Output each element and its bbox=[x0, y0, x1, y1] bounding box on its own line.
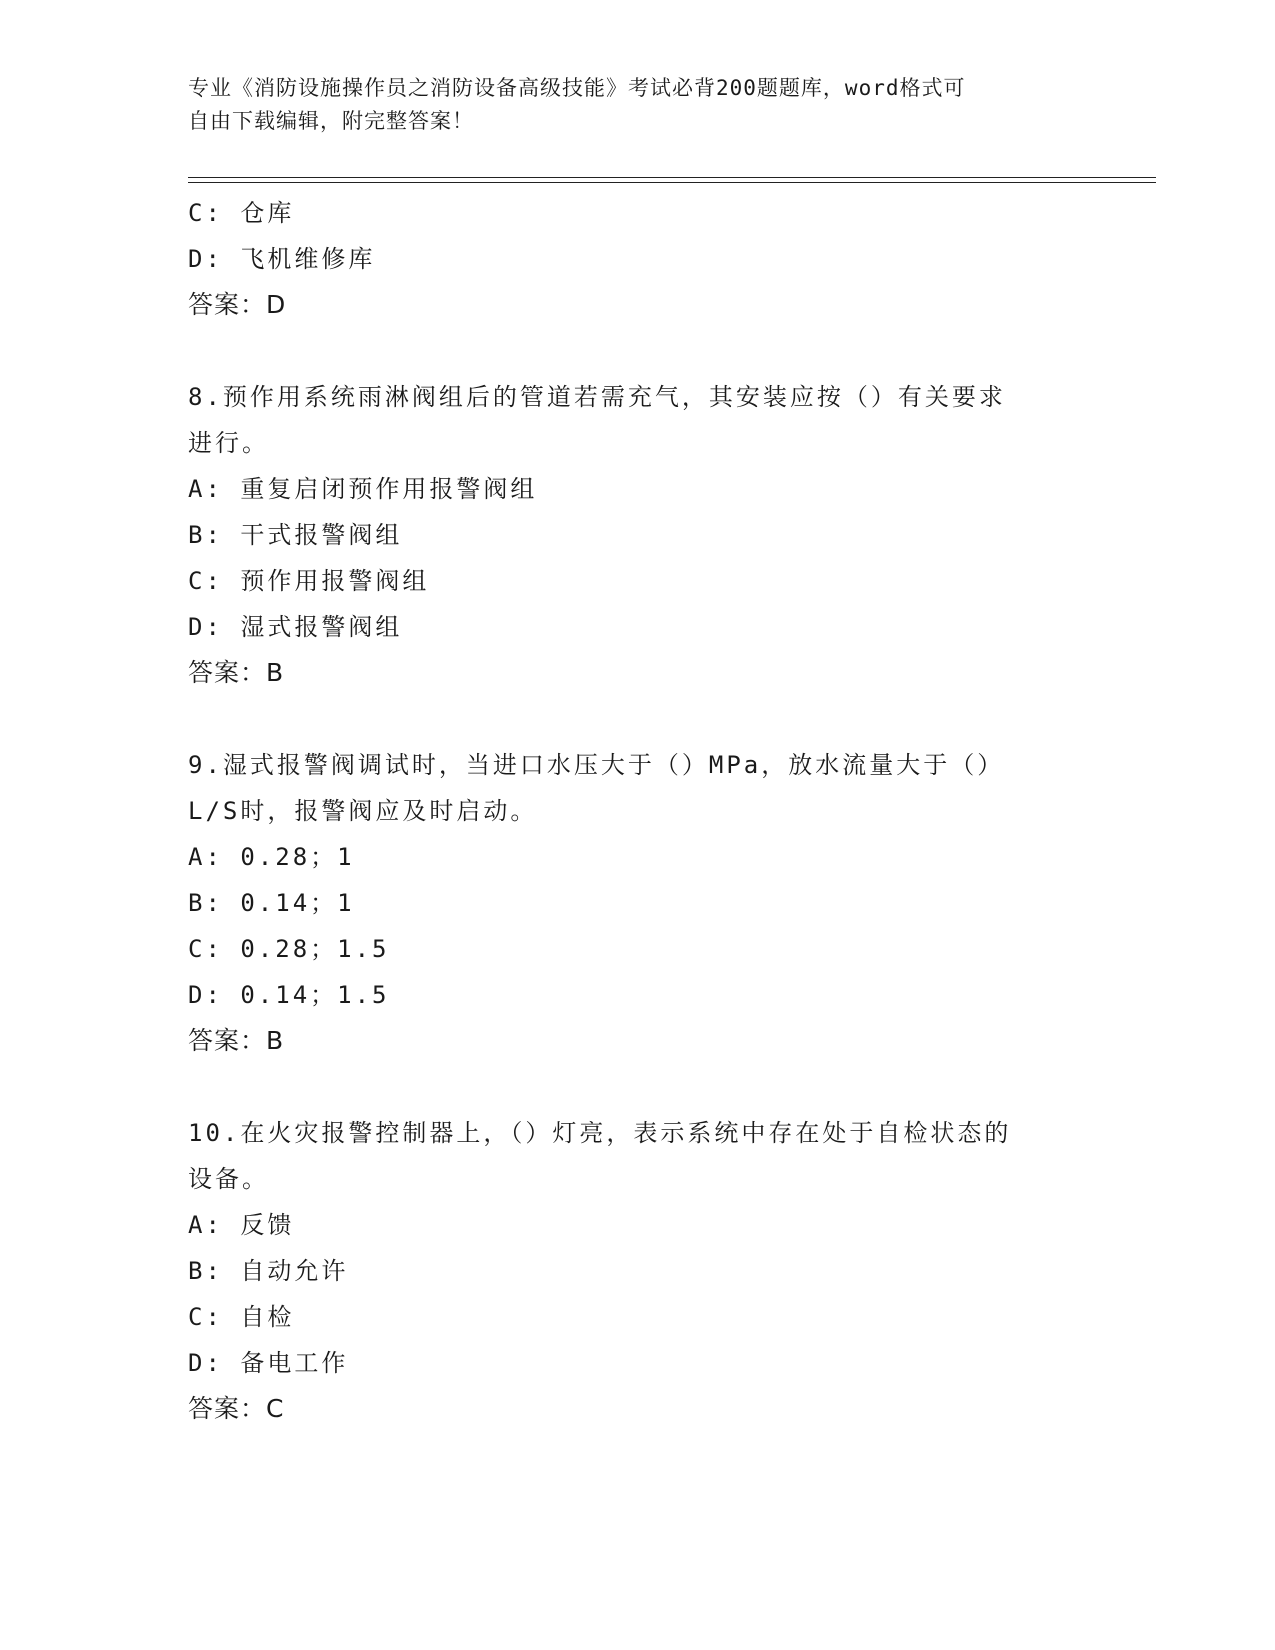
question-stem: L/S时，报警阀应及时启动。 bbox=[188, 797, 538, 825]
header-line-2: 自由下载编辑，附完整答案！ bbox=[188, 109, 474, 133]
question-list bbox=[188, 190, 1088, 1432]
question-7-tail bbox=[188, 190, 1088, 328]
option-b: B: 干式报警阀组 bbox=[188, 521, 403, 549]
option-d: D: 备电工作 bbox=[188, 1349, 349, 1377]
question-9 bbox=[188, 742, 1088, 1064]
option-c: C: 0.28；1.5 bbox=[188, 935, 390, 963]
option-b: B: 自动允许 bbox=[188, 1257, 349, 1285]
option-b: B: 0.14；1 bbox=[188, 889, 355, 917]
option-c: C: 预作用报警阀组 bbox=[188, 567, 430, 595]
question-8 bbox=[188, 374, 1088, 696]
option-c: C: 仓库 bbox=[188, 199, 295, 227]
option-a: A: 重复启闭预作用报警阀组 bbox=[188, 475, 538, 503]
header-line-1: 专业《消防设施操作员之消防设备高级技能》考试必背200题题库，word格式可 bbox=[188, 76, 966, 100]
answer: 答案：B bbox=[188, 658, 285, 687]
question-stem: 9.湿式报警阀调试时，当进口水压大于（）MPa，放水流量大于（） bbox=[188, 751, 1005, 779]
option-c: C: 自检 bbox=[188, 1303, 295, 1331]
answer: 答案：B bbox=[188, 1026, 285, 1055]
question-stem: 8.预作用系统雨淋阀组后的管道若需充气，其安装应按（）有关要求 bbox=[188, 383, 1006, 411]
option-d: D: 飞机维修库 bbox=[188, 245, 376, 273]
question-stem: 进行。 bbox=[188, 429, 269, 457]
question-stem: 10.在火灾报警控制器上，（）灯亮，表示系统中存在处于自检状态的 bbox=[188, 1119, 1012, 1147]
header-divider-bottom bbox=[188, 182, 1156, 183]
option-d: D: 0.14；1.5 bbox=[188, 981, 390, 1009]
header-divider-top bbox=[188, 177, 1156, 178]
question-10 bbox=[188, 1110, 1088, 1432]
option-d: D: 湿式报警阀组 bbox=[188, 613, 403, 641]
option-a: A: 反馈 bbox=[188, 1211, 295, 1239]
answer: 答案：D bbox=[188, 290, 287, 319]
option-a: A: 0.28；1 bbox=[188, 843, 355, 871]
question-stem: 设备。 bbox=[188, 1165, 269, 1193]
document-header bbox=[188, 72, 1068, 138]
answer: 答案：C bbox=[188, 1394, 285, 1423]
